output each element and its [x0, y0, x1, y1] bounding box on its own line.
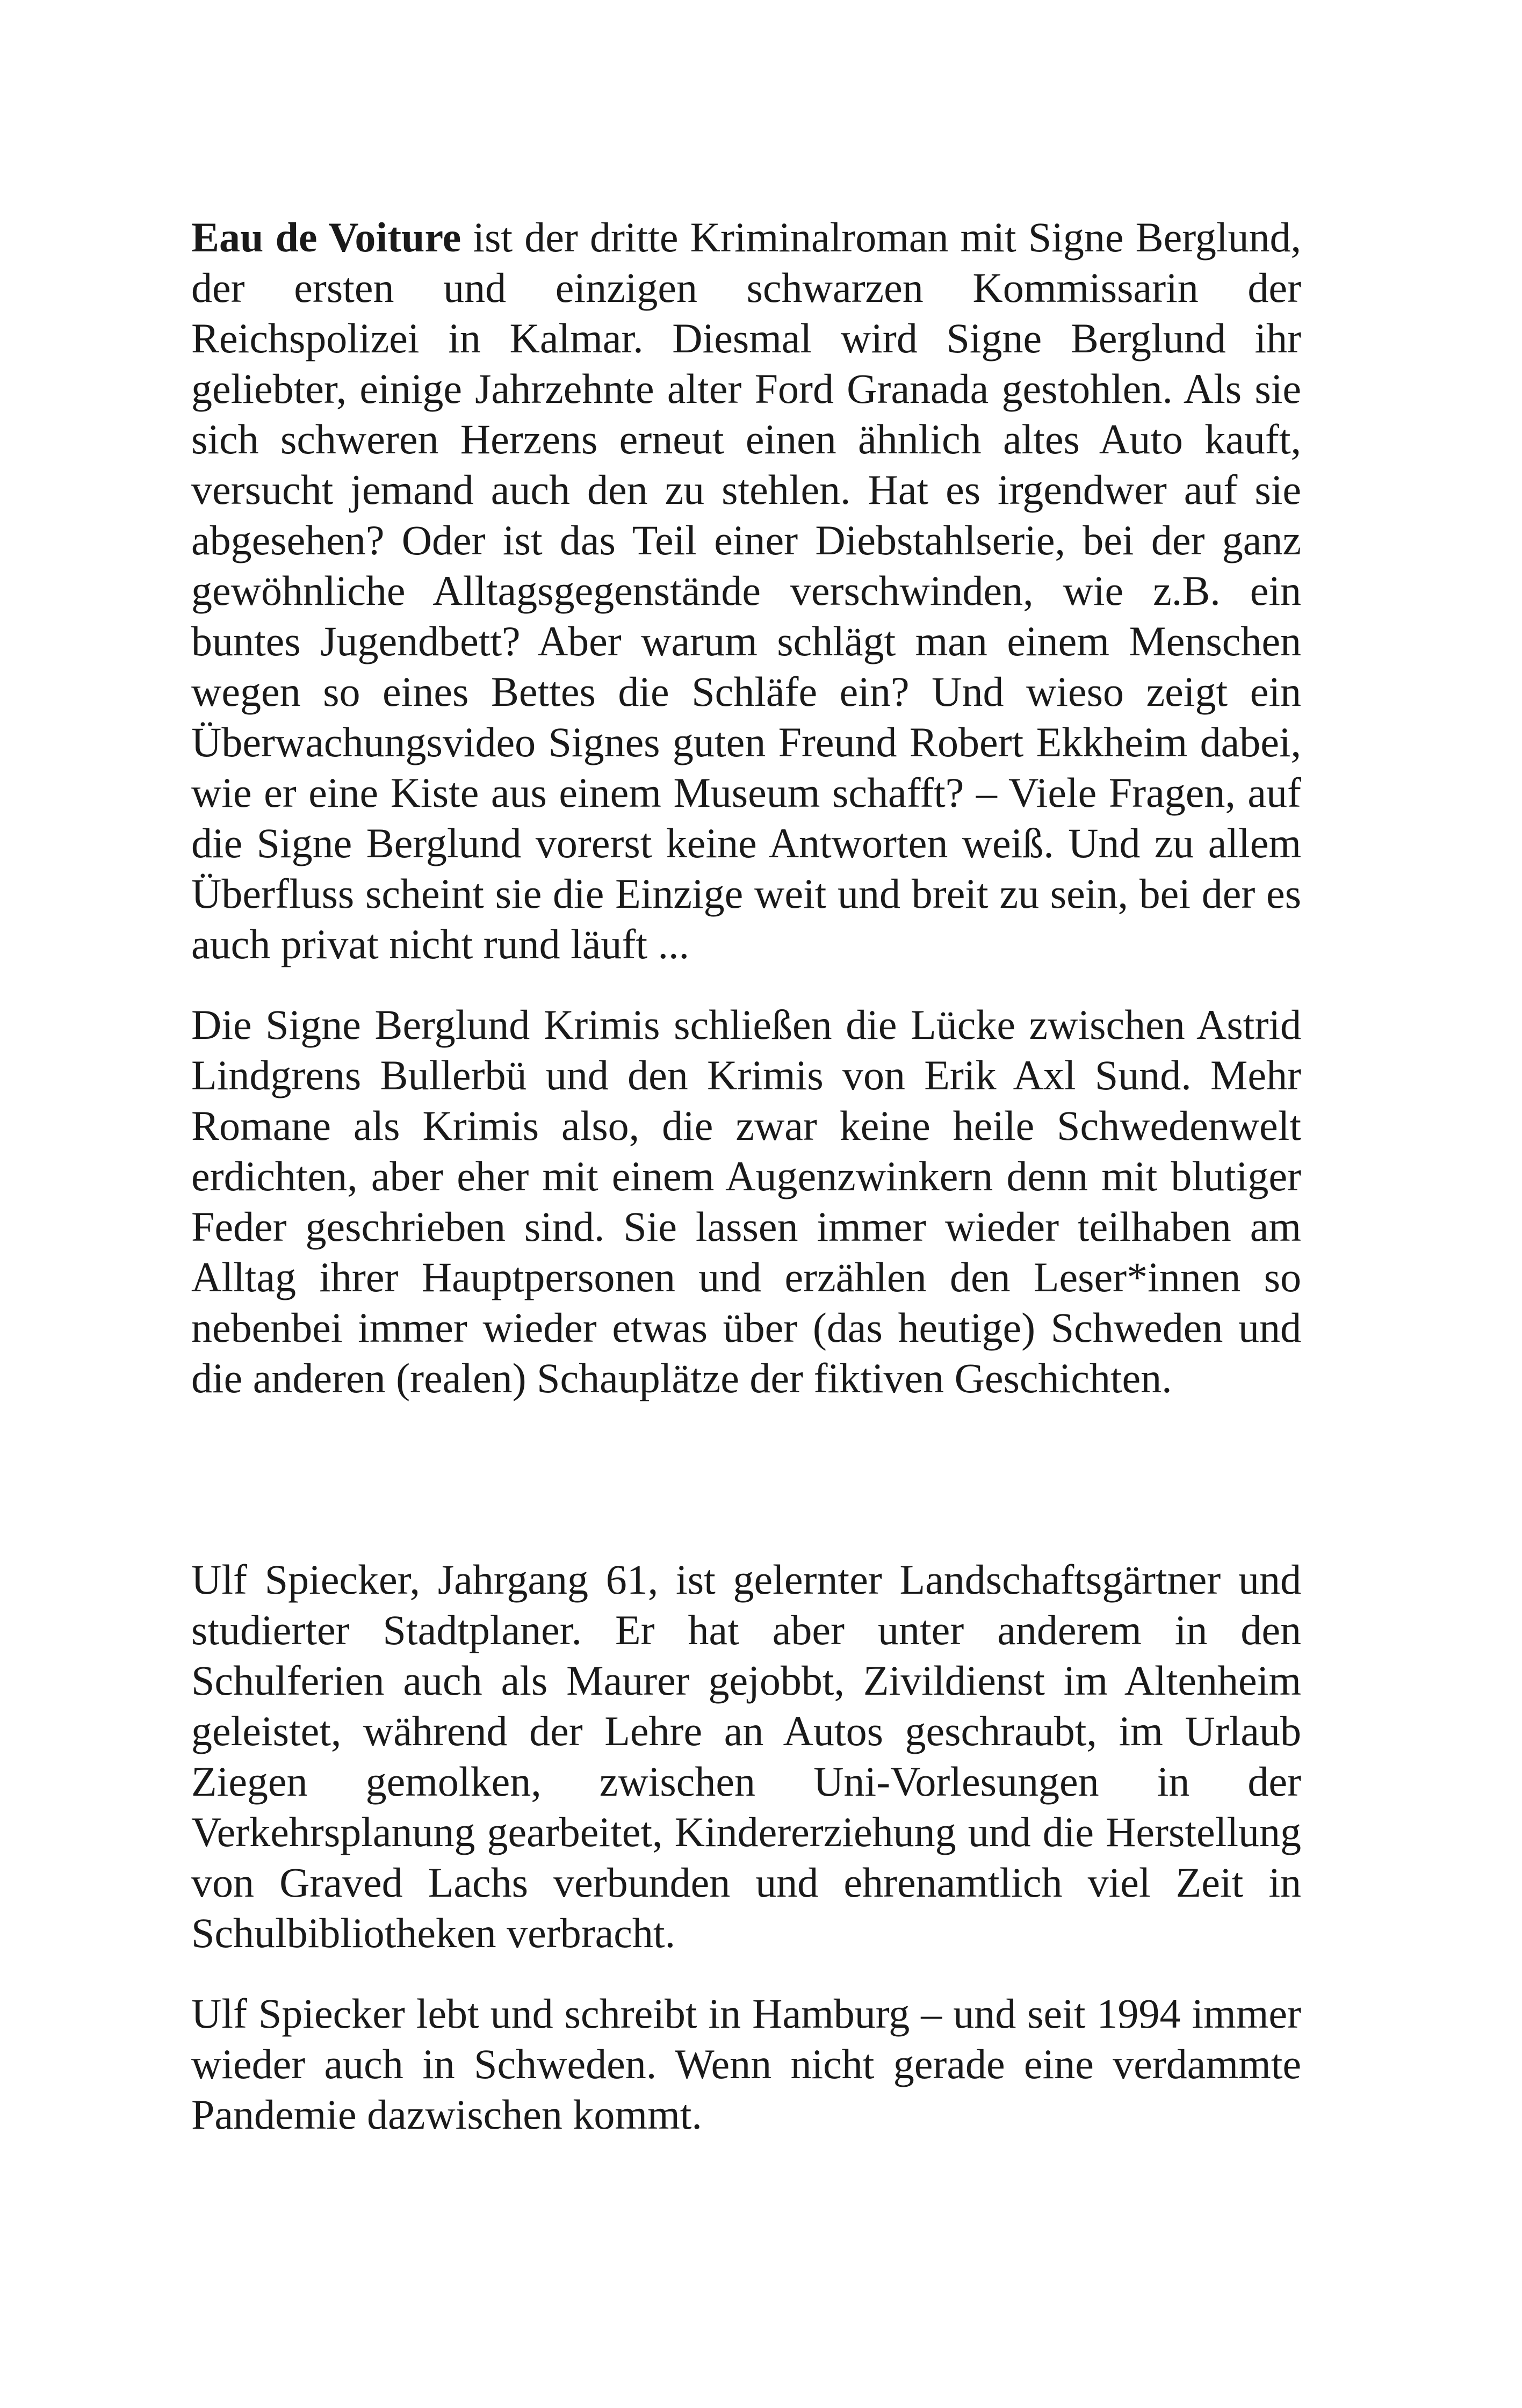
blurb-intro-text: ist der dritte Kriminalroman mit Signe Berglund, der ersten und einzigen schwarzen Kommissarin der Reichspolizei in Kalmar. Diesmal wird Signe Berglund ihr geliebter, einige Jahrzehnte alter Ford Granada gestohlen. Als sie sich schweren Herzens erneut einen ähnlich altes Auto kauft, versucht jemand auch den zu stehlen. Hat es irgendwer auf sie abgesehen? Oder ist das Teil einer Diebstahlserie, bei der ganz gewöhnliche Alltagsgegenstände verschwinden, wie z.B. ein buntes Jugendbett? Aber warum schlägt man einem Menschen wegen so eines Bettes die Schläfe ein? Und wieso zeigt ein Überwachungsvideo Signes guten Freund Robert Ekkheim dabei, wie er eine Kiste aus einem Museum schafft? – Viele Fragen, auf die Signe Berglund vorerst keine Antworten weiß. Und zu allem Überfluss scheint sie die Einzige weit und breit zu sein, bei der es auch privat nicht rund läuft ...: [191, 214, 1301, 967]
blurb-intro-paragraph: [191, 212, 1301, 970]
series-description-paragraph: Die Signe Berglund Krimis schließen die Lücke zwischen Astrid Lindgrens Bullerbü und den Krimis von Erik Axl Sund. Mehr Romane als Krimis also, die zwar keine heile Schwedenwelt erdichten, aber eher mit einem Augenzwinkern denn mit blutiger Feder geschrieben sind. Sie lassen immer wieder teilhaben am Alltag ihrer Hauptpersonen und erzählen den Leser*innen so nebenbei immer wieder etwas über (das heutige) Schweden und die anderen (realen) Schauplätze der fiktiven Geschichten.: [191, 1001, 1301, 1401]
book-back-page: [191, 212, 1301, 2140]
author-residence-paragraph: Ulf Spiecker lebt und schreibt in Hamburg – und seit 1994 immer wieder auch in Schweden. Wenn nicht gerade eine verdammte Pandemie dazwischen kommt.: [191, 1990, 1301, 2138]
author-bio-paragraph: Ulf Spiecker, Jahrgang 61, ist gelernter Landschaftsgärtner und studierter Stadtplaner. Er hat aber unter anderem in den Schulferien auch als Maurer gejobbt, Zivildienst im Altenheim geleistet, während der Lehre an Autos geschraubt, im Urlaub Ziegen gemolken, zwischen Uni-Vorlesungen in der Verkehrsplanung gearbeitet, Kindererziehung und die Herstellung von Graved Lachs verbunden und ehrenamtlich viel Zeit in Schulbibliotheken verbracht.: [191, 1556, 1301, 1956]
book-title: Eau de Voiture: [191, 214, 461, 261]
